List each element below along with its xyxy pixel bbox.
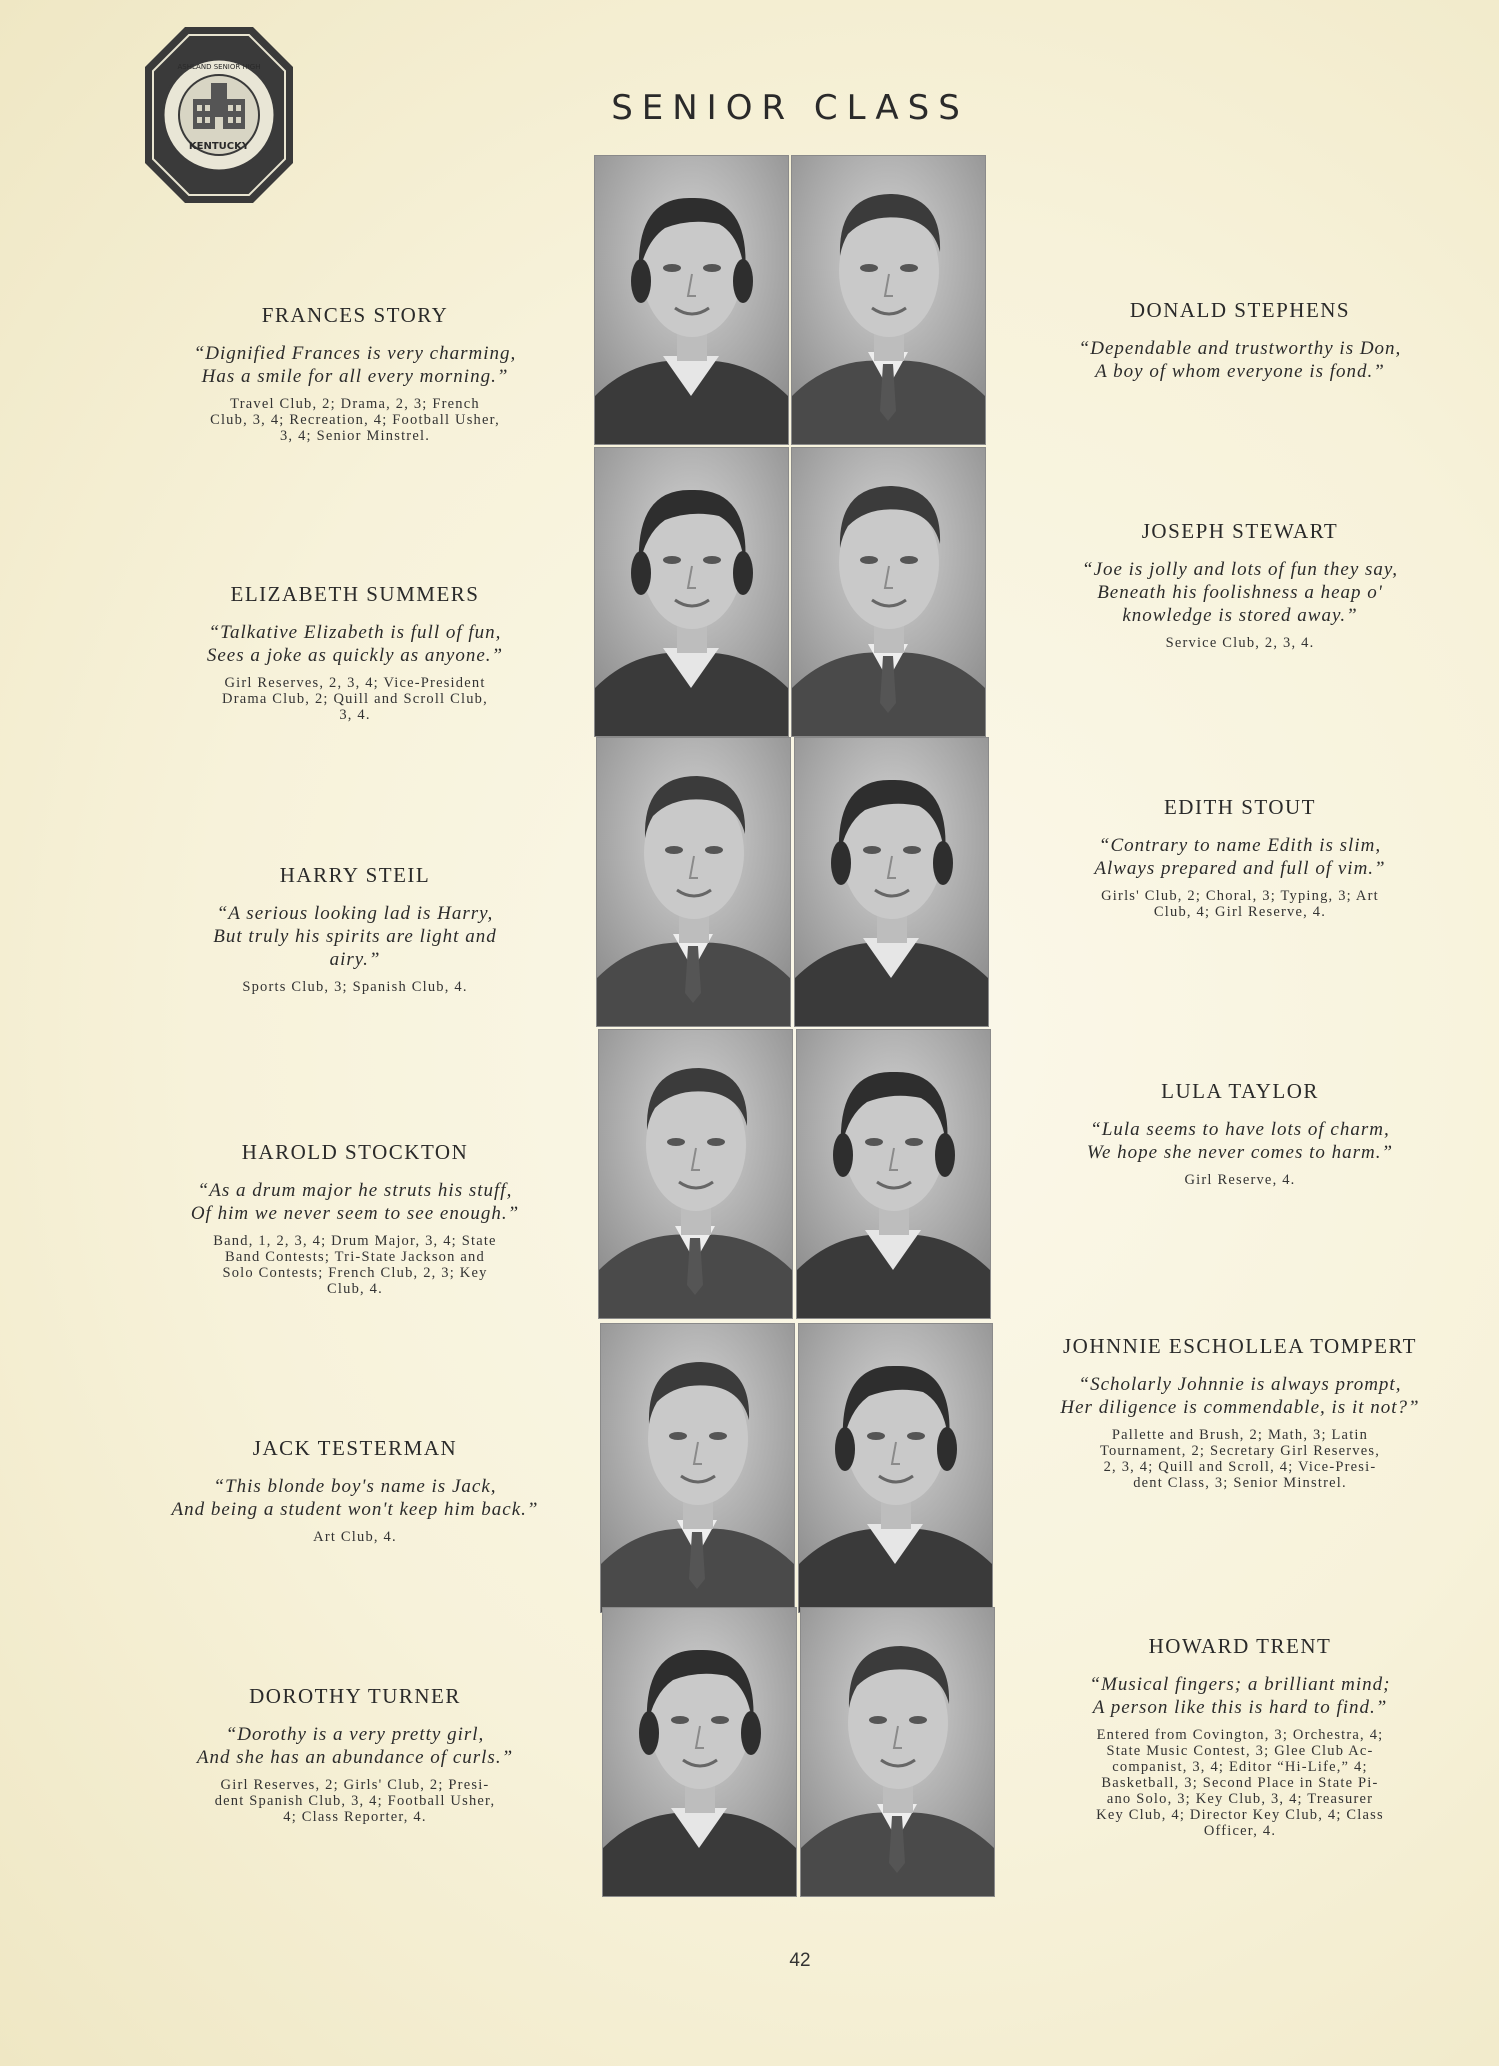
activities-line: 3, 4; Senior Minstrel. xyxy=(279,428,431,444)
activities-line: Tournament, 2; Secretary Girl Reserves, xyxy=(1099,1443,1381,1459)
student-name: HARRY STEIL xyxy=(279,863,431,887)
quote-line: “Dependable and trustworthy is Don, xyxy=(1078,338,1402,359)
activities-line: Club, 4; Girl Reserve, 4. xyxy=(1153,904,1327,920)
portrait-photo xyxy=(800,1607,995,1897)
quote-line: “Dorothy is a very pretty girl, xyxy=(225,1724,485,1745)
student-name: JOHNNIE ESCHOLLEA TOMPERT xyxy=(1063,1334,1417,1358)
activities-line: Club, 3, 4; Recreation, 4; Football Usher, xyxy=(210,412,500,428)
student-activities xyxy=(130,675,580,723)
student-entry xyxy=(130,1436,580,1545)
quote-line: Beneath his foolishness a heap o' xyxy=(1097,582,1383,603)
portrait-photo xyxy=(791,155,986,445)
activities-line: Band, 1, 2, 3, 4; Drum Major, 3, 4; State xyxy=(213,1233,497,1249)
portrait-photo xyxy=(594,155,789,445)
student-quote xyxy=(130,902,580,971)
activities-line: Sports Club, 3; Spanish Club, 4. xyxy=(242,979,468,995)
quote-line: A person like this is hard to find.” xyxy=(1092,1697,1388,1718)
student-quote xyxy=(130,1723,580,1769)
quote-line: A boy of whom everyone is fond.” xyxy=(1095,361,1385,382)
student-activities xyxy=(1010,888,1470,920)
quote-line: “As a drum major he struts his stuff, xyxy=(197,1180,513,1201)
photo-column xyxy=(594,155,994,1893)
student-quote xyxy=(1010,1118,1470,1164)
activities-line: 4; Class Reporter, 4. xyxy=(283,1809,427,1825)
quote-line: “This blonde boy's name is Jack, xyxy=(213,1476,497,1497)
activities-line: Club, 4. xyxy=(327,1281,383,1297)
quote-line: Of him we never seem to see enough.” xyxy=(190,1203,520,1224)
student-activities xyxy=(130,1777,580,1825)
quote-line: But truly his spirits are light and xyxy=(213,926,497,947)
activities-line: Solo Contests; French Club, 2, 3; Key xyxy=(222,1265,488,1281)
activities-line: Officer, 4. xyxy=(1203,1823,1277,1839)
quote-line: “Dignified Frances is very charming, xyxy=(193,343,517,364)
student-entry xyxy=(130,582,580,723)
activities-line: Girls' Club, 2; Choral, 3; Typing, 3; Art xyxy=(1101,888,1379,904)
page-number: 42 xyxy=(789,1950,811,1971)
activities-line: 2, 3, 4; Quill and Scroll, 4; Vice-Presi- xyxy=(1103,1459,1377,1475)
seal-bottom-text: KENTUCKY xyxy=(188,141,250,152)
student-activities xyxy=(1010,635,1470,651)
student-entry xyxy=(130,303,580,444)
portrait-photo xyxy=(602,1607,797,1897)
portrait-photo xyxy=(798,1323,993,1613)
student-name: JOSEPH STEWART xyxy=(1141,519,1339,543)
student-name: JACK TESTERMAN xyxy=(252,1436,458,1460)
student-quote xyxy=(130,1475,580,1521)
activities-line: Service Club, 2, 3, 4. xyxy=(1165,635,1315,651)
school-seal xyxy=(143,25,295,205)
activities-line: 3, 4. xyxy=(339,707,371,723)
student-name: FRANCES STORY xyxy=(261,303,449,327)
portrait-photo xyxy=(791,447,986,737)
activities-line: Girl Reserve, 4. xyxy=(1184,1172,1296,1188)
activities-line: Girl Reserves, 2, 3, 4; Vice-President xyxy=(224,675,486,691)
quote-line: And being a student won't keep him back.” xyxy=(171,1499,539,1520)
student-name: DOROTHY TURNER xyxy=(249,1684,461,1708)
student-entry xyxy=(1010,1079,1470,1188)
quote-line: Sees a joke as quickly as anyone.” xyxy=(206,645,504,666)
activities-line: Travel Club, 2; Drama, 2, 3; French xyxy=(230,396,480,412)
student-entry xyxy=(1010,795,1470,920)
activities-line: dent Spanish Club, 3, 4; Football Usher, xyxy=(214,1793,496,1809)
student-quote xyxy=(1010,1373,1470,1419)
student-entry xyxy=(130,1684,580,1825)
activities-line: companist, 3, 4; Editor “Hi-Life,” 4; xyxy=(1112,1759,1368,1775)
quote-line: “Scholarly Johnnie is always prompt, xyxy=(1078,1374,1402,1395)
portrait-photo xyxy=(598,1029,793,1319)
seal-emblem-icon xyxy=(143,25,295,205)
student-entry xyxy=(130,863,580,995)
student-name: HOWARD TRENT xyxy=(1148,1634,1332,1658)
activities-line: dent Class, 3; Senior Minstrel. xyxy=(1133,1475,1347,1491)
quote-line: “Talkative Elizabeth is full of fun, xyxy=(208,622,502,643)
student-quote xyxy=(1010,1673,1470,1719)
quote-line: “Lula seems to have lots of charm, xyxy=(1090,1119,1390,1140)
quote-line: “A serious looking lad is Harry, xyxy=(216,903,494,924)
student-entry xyxy=(1010,298,1470,391)
student-activities xyxy=(1010,1172,1470,1188)
quote-line: Always prepared and full of vim.” xyxy=(1094,858,1386,879)
quote-line: “Musical fingers; a brilliant mind; xyxy=(1089,1674,1391,1695)
student-name: ELIZABETH SUMMERS xyxy=(230,582,480,606)
student-entry xyxy=(1010,519,1470,651)
quote-line: airy.” xyxy=(329,949,381,970)
portrait-photo xyxy=(600,1323,795,1613)
student-name: LULA TAYLOR xyxy=(1161,1079,1319,1103)
activities-line: ano Solo, 3; Key Club, 3, 4; Treasurer xyxy=(1106,1791,1374,1807)
student-quote xyxy=(1010,834,1470,880)
quote-line: We hope she never comes to harm.” xyxy=(1086,1142,1394,1163)
activities-line: Key Club, 4; Director Key Club, 4; Class xyxy=(1096,1807,1384,1823)
student-activities xyxy=(1010,1727,1470,1839)
student-quote xyxy=(130,621,580,667)
page-title: SENIOR CLASS xyxy=(611,88,969,128)
quote-line: knowledge is stored away.” xyxy=(1122,605,1358,626)
student-entry xyxy=(130,1140,580,1297)
student-entry xyxy=(1010,1334,1470,1491)
student-activities xyxy=(130,396,580,444)
portrait-photo xyxy=(594,447,789,737)
student-activities xyxy=(1010,1427,1470,1491)
quote-line: Her diligence is commendable, is it not?” xyxy=(1060,1397,1420,1418)
student-quote xyxy=(1010,558,1470,627)
student-name: EDITH STOUT xyxy=(1163,795,1316,819)
portrait-photo xyxy=(796,1029,991,1319)
student-quote xyxy=(130,1179,580,1225)
student-activities xyxy=(130,1529,580,1545)
quote-line: “Joe is jolly and lots of fun they say, xyxy=(1081,559,1399,580)
activities-line: Art Club, 4. xyxy=(313,1529,397,1545)
quote-line: “Contrary to name Edith is slim, xyxy=(1098,835,1382,856)
student-name: HAROLD STOCKTON xyxy=(241,1140,469,1164)
student-name: DONALD STEPHENS xyxy=(1129,298,1351,322)
student-quote xyxy=(1010,337,1470,383)
activities-line: Entered from Covington, 3; Orchestra, 4; xyxy=(1096,1727,1384,1743)
student-quote xyxy=(130,342,580,388)
seal-top-text: ASHLAND SENIOR HIGH xyxy=(177,63,261,71)
activities-line: Drama Club, 2; Quill and Scroll Club, xyxy=(222,691,488,707)
portrait-photo xyxy=(596,737,791,1027)
student-activities xyxy=(130,979,580,995)
activities-line: State Music Contest, 3; Glee Club Ac- xyxy=(1106,1743,1374,1759)
quote-line: And she has an abundance of curls.” xyxy=(196,1747,514,1768)
portrait-photo xyxy=(794,737,989,1027)
student-activities xyxy=(130,1233,580,1297)
activities-line: Girl Reserves, 2; Girls' Club, 2; Presi- xyxy=(220,1777,490,1793)
activities-line: Band Contests; Tri-State Jackson and xyxy=(225,1249,485,1265)
activities-line: Pallette and Brush, 2; Math, 3; Latin xyxy=(1111,1427,1369,1443)
activities-line: Basketball, 3; Second Place in State Pi- xyxy=(1101,1775,1379,1791)
quote-line: Has a smile for all every morning.” xyxy=(201,366,509,387)
student-entry xyxy=(1010,1634,1470,1839)
